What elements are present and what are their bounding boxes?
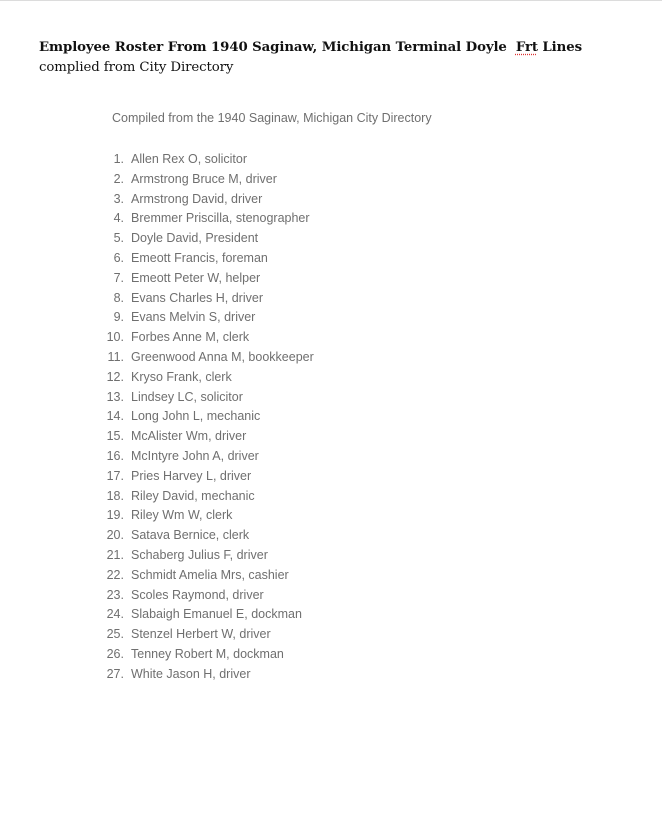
roster-item xyxy=(0,427,314,447)
roster-item-entry: Evans Charles H, driver xyxy=(131,290,263,305)
roster-item-entry: Greenwood Anna M, bookkeeper xyxy=(131,349,314,364)
document-title xyxy=(39,40,582,55)
roster-item-entry: Schaberg Julius F, driver xyxy=(131,547,268,562)
title-text-end: Lines xyxy=(537,40,582,55)
roster-item-entry: Doyle David, President xyxy=(131,231,259,246)
roster-item xyxy=(0,150,314,170)
roster-item-entry: Armstrong Bruce M, driver xyxy=(131,171,277,186)
roster-item-number: 3. xyxy=(113,191,124,206)
roster-item-entry: Lindsey LC, solicitor xyxy=(131,389,243,404)
roster-item xyxy=(0,249,314,269)
roster-item xyxy=(0,546,314,566)
roster-item-number: 15. xyxy=(106,429,124,444)
roster-item xyxy=(0,665,314,685)
roster-item-number: 4. xyxy=(113,211,124,226)
roster-item-number: 13. xyxy=(106,389,124,404)
roster-item xyxy=(0,645,314,665)
roster-item xyxy=(0,506,314,526)
roster-item xyxy=(0,209,314,229)
roster-item-entry: Long John L, mechanic xyxy=(131,409,261,424)
roster-item-entry: Allen Rex O, solicitor xyxy=(131,152,248,166)
roster-item-entry: Scoles Raymond, driver xyxy=(131,587,264,602)
roster-item-entry: Emeott Francis, foreman xyxy=(131,250,268,265)
document-subtitle: complied from City Directory xyxy=(39,60,234,75)
roster-item-entry: Satava Bernice, clerk xyxy=(131,528,250,543)
roster-item-entry: Armstrong David, driver xyxy=(131,191,263,206)
roster-item-number: 12. xyxy=(106,369,124,384)
roster-item-number: 19. xyxy=(106,508,124,523)
roster-item-entry: Tenney Robert M, dockman xyxy=(131,646,284,661)
roster-item-entry: Riley Wm W, clerk xyxy=(131,508,233,523)
roster-item-number: 26. xyxy=(106,646,124,661)
roster-item xyxy=(0,229,314,249)
roster-item xyxy=(0,190,314,210)
roster-item-number: 24. xyxy=(106,607,124,622)
roster-caption: Compiled from the 1940 Saginaw, Michigan City Directory xyxy=(112,111,432,125)
roster-item-entry: Pries Harvey L, driver xyxy=(131,468,252,483)
roster-item-number: 17. xyxy=(106,468,124,483)
roster-item-number: 16. xyxy=(106,448,124,463)
roster-item-number: 11. xyxy=(107,349,124,364)
roster-item-number: 9. xyxy=(113,310,124,325)
roster-item-number: 14. xyxy=(106,409,124,424)
roster-item-number: 8. xyxy=(113,290,124,305)
roster-item xyxy=(0,625,314,645)
roster-item-entry: Slabaigh Emanuel E, dockman xyxy=(131,607,302,622)
roster-item xyxy=(0,586,314,606)
roster-item-entry: Stenzel Herbert W, driver xyxy=(131,627,271,642)
roster-item xyxy=(0,289,314,309)
roster-item xyxy=(0,269,314,289)
roster-item-entry: Schmidt Amelia Mrs, cashier xyxy=(131,567,289,582)
roster-item-number: 21. xyxy=(106,547,124,562)
roster-item-entry: Bremmer Priscilla, stenographer xyxy=(131,211,310,226)
roster-item-number: 6. xyxy=(113,250,124,265)
roster-item xyxy=(0,605,314,625)
roster-item-entry: Riley David, mechanic xyxy=(131,488,255,503)
roster-item-number: 25. xyxy=(106,627,124,642)
roster-item xyxy=(0,487,314,507)
employee-roster-list xyxy=(0,150,314,685)
roster-item xyxy=(0,447,314,467)
roster-item-number: 5. xyxy=(113,231,124,246)
roster-item xyxy=(0,368,314,388)
roster-item xyxy=(0,526,314,546)
roster-item-number: 2. xyxy=(113,171,124,186)
roster-item-number: 20. xyxy=(106,528,124,543)
roster-item-entry: Emeott Peter W, helper xyxy=(131,270,261,285)
roster-item xyxy=(0,566,314,586)
roster-item xyxy=(0,170,314,190)
top-divider xyxy=(0,0,662,1)
roster-item xyxy=(0,407,314,427)
roster-item-number: 18. xyxy=(106,488,124,503)
roster-item-number: 7. xyxy=(113,270,124,285)
roster-item-entry: McIntyre John A, driver xyxy=(131,448,259,463)
roster-item xyxy=(0,328,314,348)
roster-item-number: 1. xyxy=(113,152,124,166)
roster-item xyxy=(0,467,314,487)
roster-item-entry: McAlister Wm, driver xyxy=(131,429,247,444)
roster-item-entry: White Jason H, driver xyxy=(131,666,251,681)
roster-item xyxy=(0,388,314,408)
title-misspelled-word: Frt xyxy=(515,40,538,55)
roster-item-number: 10. xyxy=(106,330,124,345)
roster-item xyxy=(0,348,314,368)
roster-item xyxy=(0,308,314,328)
roster-item-entry: Kryso Frank, clerk xyxy=(131,369,232,384)
roster-item-entry: Forbes Anne M, clerk xyxy=(131,330,250,345)
roster-item-entry: Evans Melvin S, driver xyxy=(131,310,256,325)
roster-item-number: 27. xyxy=(106,666,124,681)
roster-item-number: 23. xyxy=(106,587,124,602)
roster-item-number: 22. xyxy=(106,567,124,582)
title-text: Employee Roster From 1940 Saginaw, Michigan Terminal Doyle xyxy=(39,40,507,55)
